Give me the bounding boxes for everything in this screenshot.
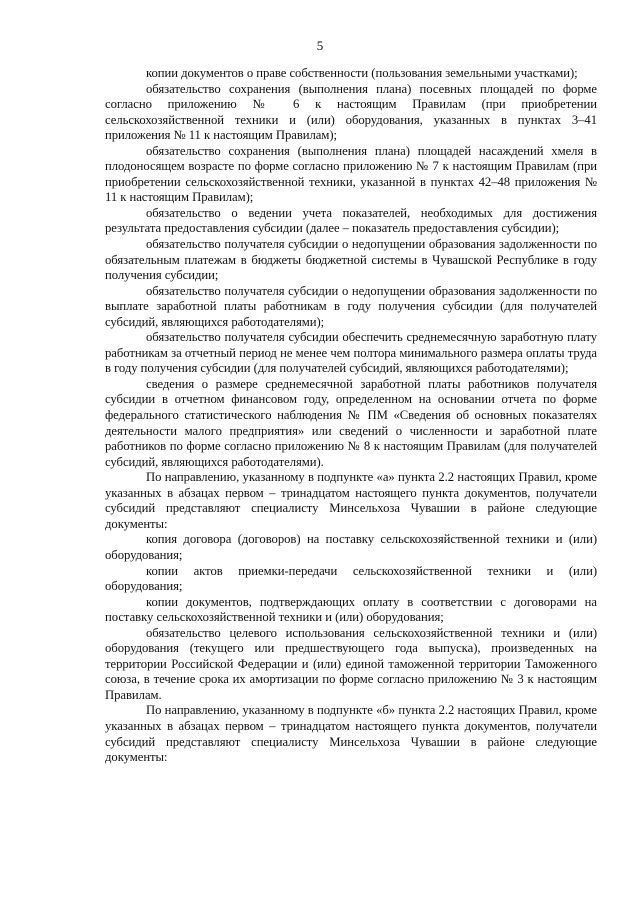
- paragraph: копии документов о праве собственности (пользования земельными участками);: [146, 66, 578, 80]
- document-body: [105, 66, 597, 766]
- paragraph: По направлению, указанному в подпункте «а» пункта 2.2 настоящих Правил, кроме указанных в абзацах первом – тринадцатом настоящего пункта документов, получатели субсидий представляют специалисту Минсельхоза Чувашии в районе следующие документы:: [105, 470, 597, 531]
- paragraph: сведения о размере среднемесячной заработной платы работников получателя субсидии в отчетном финансовом году, определенном на основании отчета по форме федерального статистического наблюдения № ПМ «Сведения об основных показателях деятельности малого предприятия» или сведений о численности и заработной плате работников по форме согласно приложению № 8 к настоящим Правилам (для получателей субсидий, являющихся работодателями).: [105, 376, 597, 469]
- paragraph: обязательство получателя субсидии о недопущении образования задолженности по выплате заработной платы работникам в году получения субсидии (для получателей субсидий, являющихся работодателями);: [105, 283, 597, 329]
- paragraph: копии актов приемки-передачи сельскохозяйственной техники и (или) оборудования;: [105, 563, 597, 594]
- paragraph: обязательство сохранения (выполнения плана) посевных площадей по форме согласно приложению № 6 к настоящим Правилам (при приобретении сельскохозяйственной техники и (или) оборудования, указанных в пунктах 3–41 приложения № 11 к настоящим Правилам);: [105, 81, 597, 143]
- paragraph: копия договора (договоров) на поставку сельскохозяйственной техники и (или) оборудования;: [105, 532, 597, 562]
- paragraph: обязательство сохранения (выполнения плана) площадей насаждений хмеля в плодоносящем возрасте по форме согласно приложению № 7 к настоящим Правилам (при приобретении сельскохозяйственной техники, указанной в пунктах 42–48 приложения № 11 к настоящим Правилам);: [105, 143, 597, 205]
- page-number: 5: [316, 38, 324, 53]
- paragraph: копии документов, подтверждающих оплату в соответствии с договорами на поставку сельскохозяйственной техники и (или) оборудования;: [105, 594, 597, 625]
- paragraph: обязательство получателя субсидии о недопущении образования задолженности по обязательным платежам в бюджеты бюджетной системы в Чувашской Республике в году получения субсидии;: [105, 237, 597, 283]
- paragraph: обязательство целевого использования сельскохозяйственной техники и (или) оборудования (текущего или предшествующего года выпуска), произведенных на территории Российской Федерации и (или) единой таможенной территории Таможенного союза, в течение срока их амортизации по форме согласно приложению № 3 к настоящим Правилам.: [105, 625, 597, 702]
- paragraph: обязательство получателя субсидии обеспечить среднемесячную заработную плату работникам за отчетный период не менее чем полтора минимального размера оплаты труда в году получения субсидии (для получателей субсидий, являющихся работодателями);: [105, 330, 597, 376]
- paragraph: обязательство о ведении учета показателей, необходимых для достижения результата предоставления субсидии (далее – показатель предоставления субсидии);: [105, 205, 597, 236]
- paragraph: По направлению, указанному в подпункте «б» пункта 2.2 настоящих Правил, кроме указанных в абзацах первом – тринадцатом настоящего пункта документов, получатели субсидий представляют специалисту Минсельхоза Чувашии в районе следующие документы:: [105, 703, 597, 765]
